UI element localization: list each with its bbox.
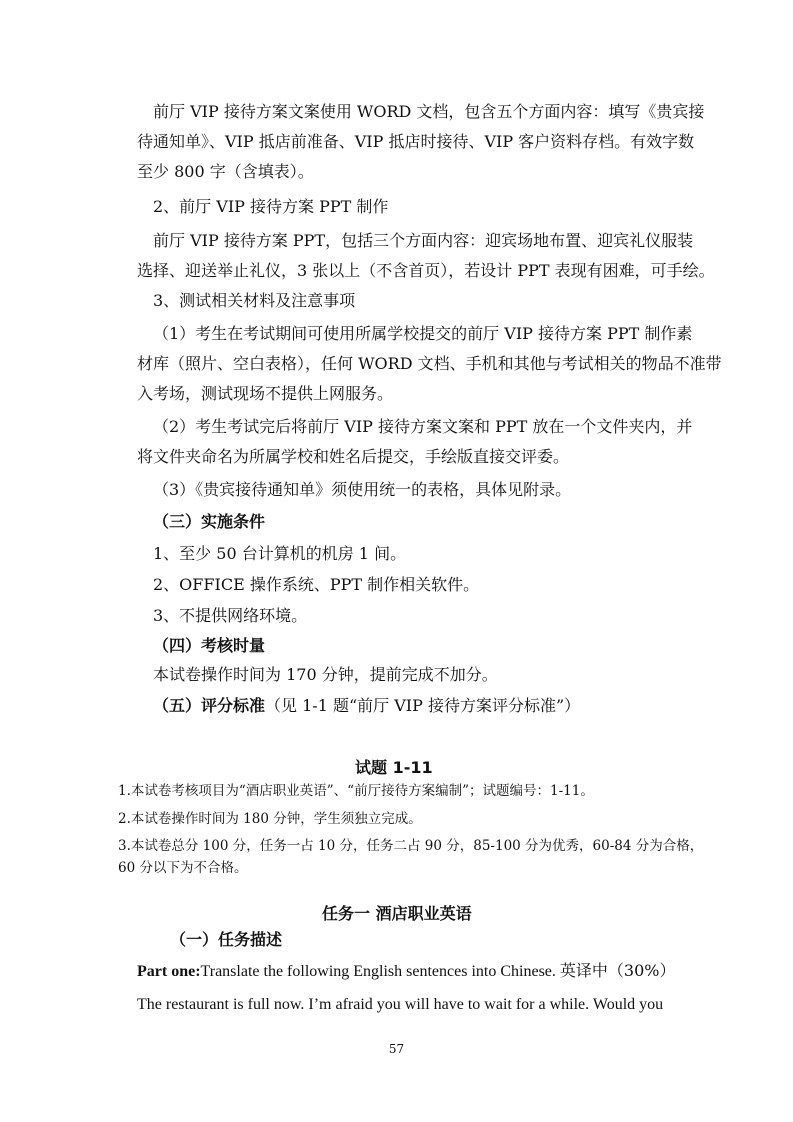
exam-title: 试题 1-11 bbox=[355, 758, 433, 777]
instruction-line: 60 分以下为不合格。 bbox=[118, 860, 248, 876]
section-heading bbox=[153, 695, 580, 717]
section-heading: （三）实施条件 bbox=[153, 512, 266, 531]
paragraph-line: （3）《贵宾接待通知单》须使用统一的表格，具体见附录。 bbox=[153, 480, 572, 499]
paragraph-line: 本试卷操作时间为 170 分钟，提前完成不加分。 bbox=[153, 665, 498, 684]
instruction-line: 2.本试卷操作时间为 180 分钟，学生须独立完成。 bbox=[118, 811, 422, 827]
section-heading: （一）任务描述 bbox=[170, 930, 283, 949]
paragraph-line: （1）考生在考试期间可使用所属学校提交的前厅 VIP 接待方案 PPT 制作素 bbox=[153, 324, 693, 343]
list-item: 3、不提供网络环境。 bbox=[153, 606, 308, 625]
paragraph-line: 至少 800 字（含填表）。 bbox=[137, 162, 314, 181]
list-item: 2、OFFICE 操作系统、PPT 制作相关软件。 bbox=[153, 575, 480, 594]
instruction-text: Translate the following English sentences into Chinese. bbox=[200, 963, 556, 980]
section-heading: 2、前厅 VIP 接待方案 PPT 制作 bbox=[153, 197, 389, 216]
paragraph-line: 待通知单》、VIP 抵店前准备、VIP 抵店时接待、VIP 客户资料存档。有效字数 bbox=[137, 132, 695, 151]
list-item: 1、至少 50 台计算机的机房 1 间。 bbox=[153, 544, 407, 563]
paragraph-line: 前厅 VIP 接待方案文案使用 WORD 文档，包含五个方面内容：填写《贵宾接 bbox=[153, 102, 705, 121]
paragraph-line: 入考场，测试现场不提供上网服务。 bbox=[137, 384, 394, 403]
instruction-cn: 英译中（30%） bbox=[559, 961, 676, 980]
heading-label: （五）评分标准 bbox=[153, 696, 266, 715]
paragraph-line: 将文件夹命名为所属学校和姓名后提交，手绘版直接交评委。 bbox=[137, 447, 570, 466]
part-label: Part one: bbox=[137, 963, 201, 980]
english-sentence: The restaurant is full now. I’m afraid you will have to wait for a while. Would you bbox=[137, 996, 664, 1013]
section-heading: 3、测试相关材料及注意事项 bbox=[153, 291, 356, 310]
paragraph-line: 前厅 VIP 接待方案 PPT，包括三个方面内容：迎宾场地布置、迎宾礼仪服装 bbox=[153, 231, 694, 250]
section-heading: （四）考核时量 bbox=[153, 636, 266, 655]
paragraph-line: 材库（照片、空白表格），任何 WORD 文档、手机和其他与考试相关的物品不准带 bbox=[137, 354, 722, 373]
paragraph-line: 选择、迎送举止礼仪，3 张以上（不含首页），若设计 PPT 表现有困难，可手绘。 bbox=[137, 261, 715, 280]
part-one-instruction bbox=[137, 960, 675, 983]
task-title: 任务一 酒店职业英语 bbox=[322, 904, 472, 923]
instruction-line: 1.本试卷考核项目为“酒店职业英语”、“前厅接待方案编制”；试题编号：1-11。 bbox=[118, 783, 594, 799]
instruction-line: 3.本试卷总分 100 分，任务一占 10 分，任务二占 90 分，85-100 分为优秀，60-84 分为合格， bbox=[118, 838, 704, 854]
heading-note: （见 1-1 题“前厅 VIP 接待方案评分标准”） bbox=[265, 696, 581, 715]
paragraph-line: （2）考生考试完后将前厅 VIP 接待方案文案和 PPT 放在一个文件夹内，并 bbox=[153, 417, 693, 436]
page-number: 57 bbox=[388, 1042, 405, 1056]
